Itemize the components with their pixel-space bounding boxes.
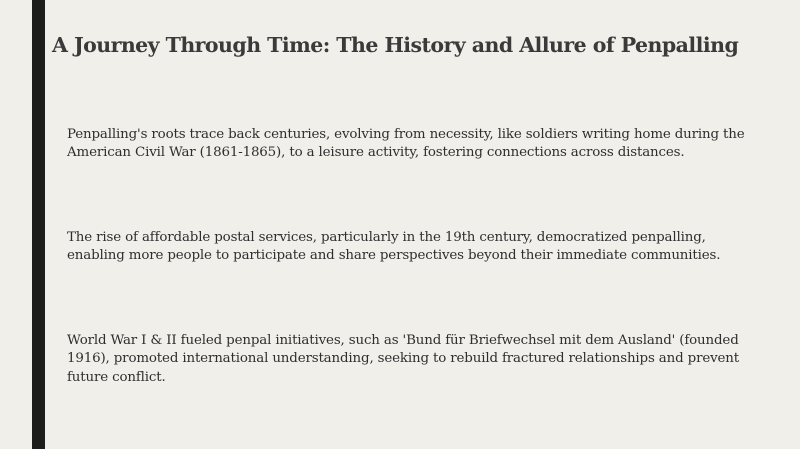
paragraph-penpalling-roots: Penpalling's roots trace back centuries, evolving from necessity, like soldiers writing home during the American Civil War (1861-1865), to a leisure activity, fostering connections across distances.: [67, 127, 745, 161]
slide-title: A Journey Through Time: The History and Allure of Penpalling: [52, 33, 739, 57]
paragraph-postal-services: The rise of affordable postal services, particularly in the 19th century, democratized penpalling, enabling more people to participate and share perspectives beyond their immediate communities.: [67, 230, 721, 264]
paragraph-world-wars: World War I & II fueled penpal initiatives, such as 'Bund für Briefwechsel mit dem Ausland' (founded 1916), promoted international understanding, seeking to rebuild fractured relationships and prevent future conflict.: [67, 333, 739, 385]
accent-bar: [32, 0, 45, 449]
